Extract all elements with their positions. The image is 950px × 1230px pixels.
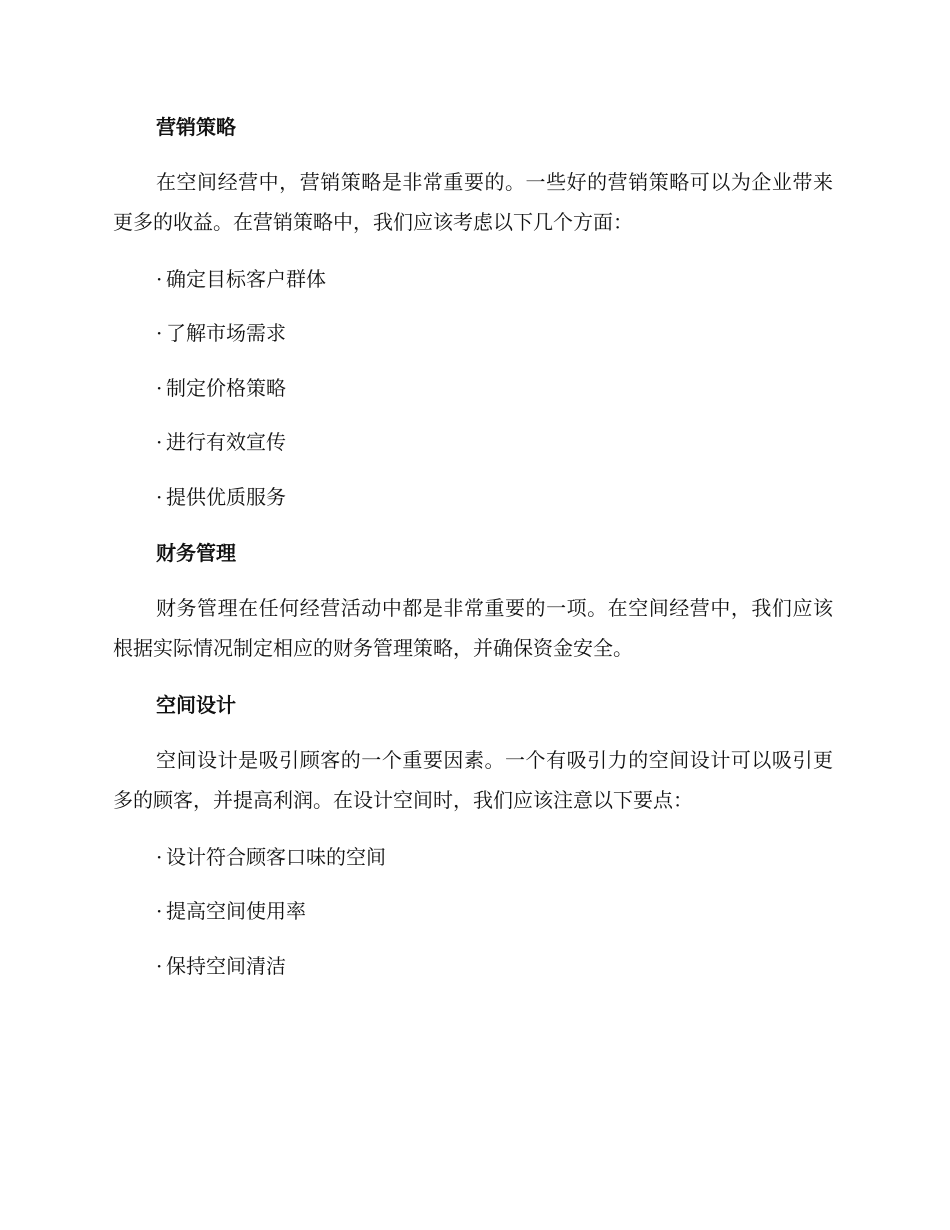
bullet-dot-icon: · xyxy=(156,321,163,345)
section-heading-space-design: 空间设计 xyxy=(156,693,236,717)
list-item: · 提高空间使用率 xyxy=(156,899,306,923)
list-item: · 制定价格策略 xyxy=(156,376,286,400)
section-heading-marketing: 营销策略 xyxy=(156,115,236,139)
list-item: · 进行有效宣传 xyxy=(156,430,286,454)
list-item: · 提供优质服务 xyxy=(156,485,286,509)
list-item: · 了解市场需求 xyxy=(156,321,286,345)
bullet-dot-icon: · xyxy=(156,845,163,869)
section-paragraph-finance: 财务管理在任何经营活动中都是非常重要的一项。在空间经营中，我们应该根据实际情况制定相应的财务管理策略，并确保资金安全。 xyxy=(113,596,833,660)
bullet-dot-icon: · xyxy=(156,485,163,509)
section-paragraph-marketing: 在空间经营中，营销策略是非常重要的。一些好的营销策略可以为企业带来更多的收益。在营销策略中，我们应该考虑以下几个方面： xyxy=(113,170,833,234)
bullet-dot-icon: · xyxy=(156,430,163,454)
bullet-dot-icon: · xyxy=(156,376,163,400)
bullet-dot-icon: · xyxy=(156,954,163,978)
bullet-dot-icon: · xyxy=(156,899,163,923)
list-item: · 保持空间清洁 xyxy=(156,954,286,978)
section-paragraph-space-design: 空间设计是吸引顾客的一个重要因素。一个有吸引力的空间设计可以吸引更多的顾客，并提高利润。在设计空间时，我们应该注意以下要点： xyxy=(113,748,833,812)
bullet-dot-icon: · xyxy=(156,267,163,291)
section-heading-finance: 财务管理 xyxy=(156,541,236,565)
list-item: · 设计符合顾客口味的空间 xyxy=(156,845,386,869)
list-item: · 确定目标客户群体 xyxy=(156,267,326,291)
